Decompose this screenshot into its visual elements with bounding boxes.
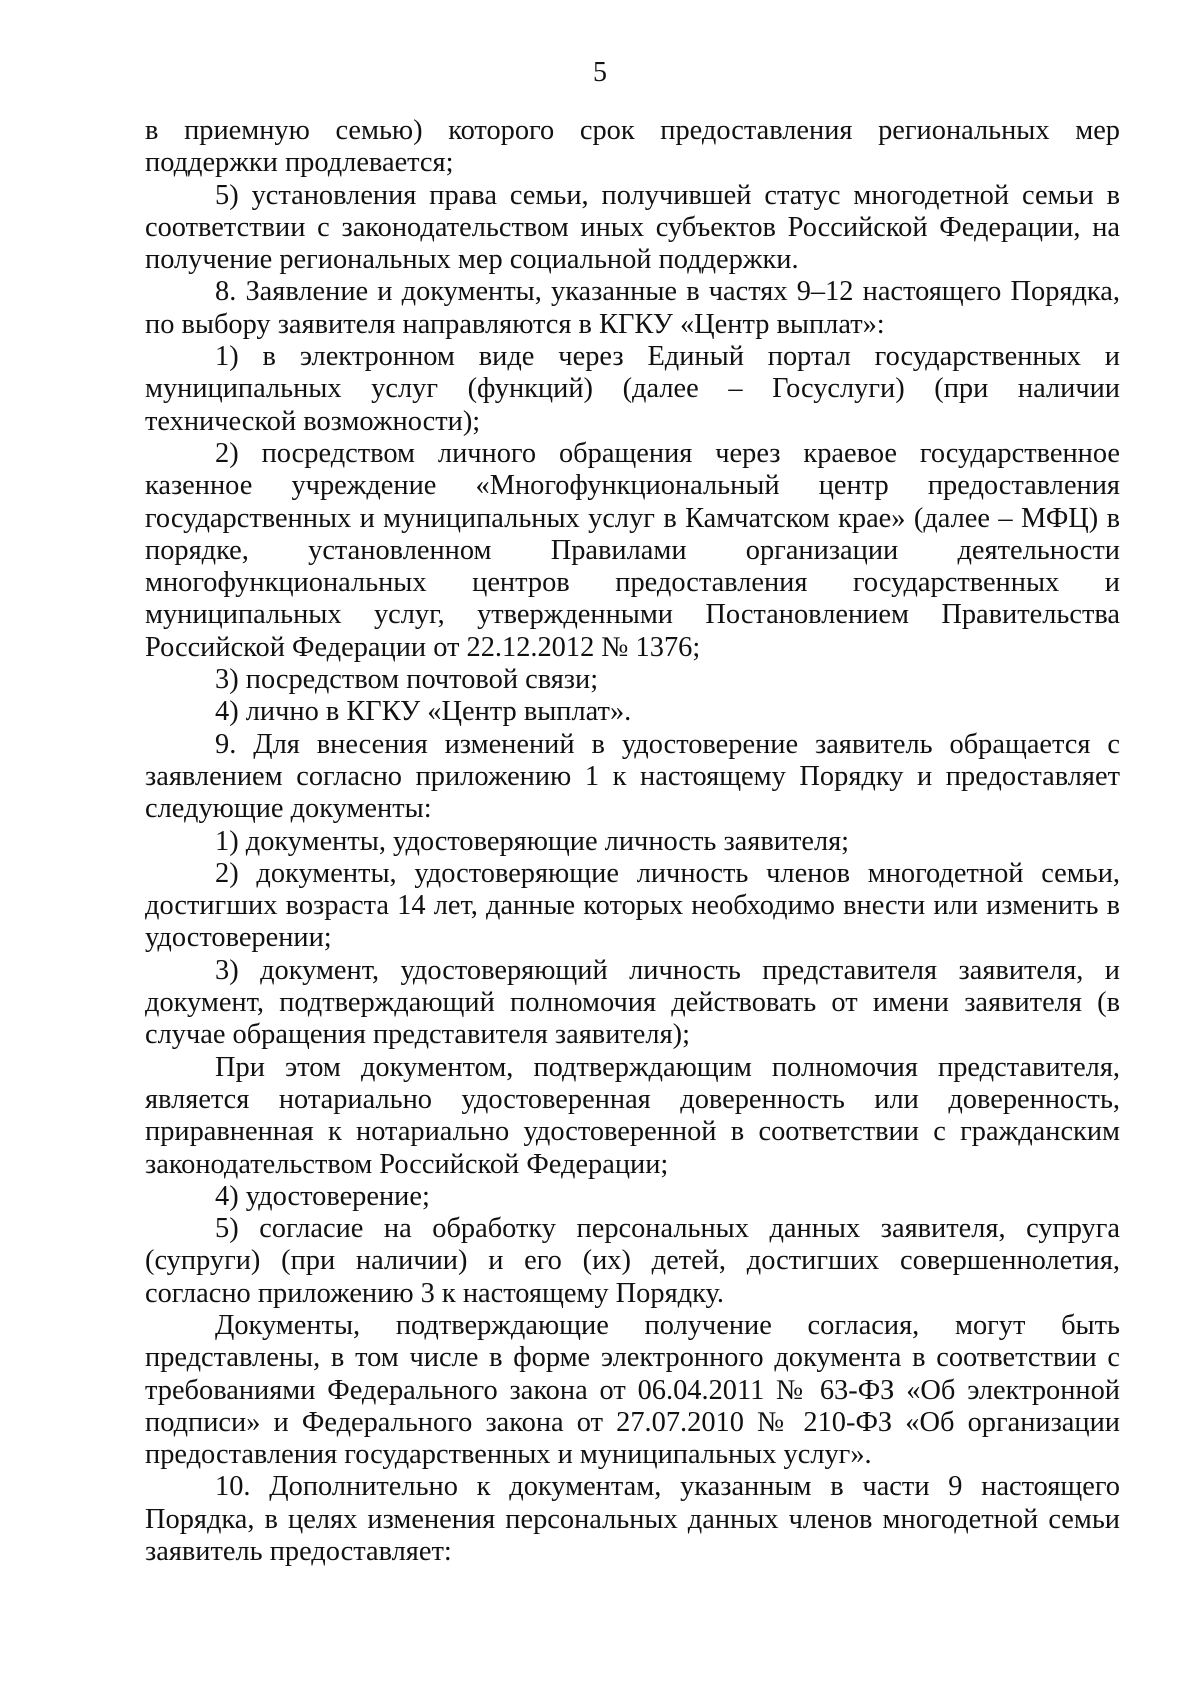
paragraph-section-8: 8. Заявление и документы, указанные в частях 9–12 настоящего Порядка, по выбору заявителя направляются в КГКУ «Центр выплат»: <box>145 276 1120 340</box>
paragraph-representative-note: При этом документом, подтверждающим полномочия представителя, является нотариально удостоверенная доверенность или доверенность, приравненная к нотариально удостоверенной в соответствии с гражданским законодательством Российской Федерации; <box>145 1051 1120 1180</box>
paragraph-doc-4: 4) удостоверение; <box>215 1180 430 1212</box>
paragraph-continuation: в приемную семью) которого срок предоставления региональных мер поддержки продлевается; <box>145 115 1120 179</box>
paragraph-doc-3: 3) документ, удостоверяющий личность представителя заявителя, и документ, подтверждающий полномочия действовать от имени заявителя (в случае обращения представителя заявителя); <box>145 954 1120 1051</box>
page-number: 5 <box>593 57 607 88</box>
paragraph-item-4-in-person: 4) лично в КГКУ «Центр выплат». <box>215 696 632 728</box>
document-body <box>145 115 1120 1568</box>
paragraph-consent-documents: Документы, подтверждающие получение согласия, могут быть представлены, в том числе в форме электронного документа в соответствии с требованиями Федерального закона от 06.04.2011 № 63-ФЗ «Об электронной подписи» и Федерального закона от 27.07.2010 № 210-ФЗ «Об организации предоставления государственных и муниципальных услуг». <box>145 1309 1120 1471</box>
paragraph-doc-1: 1) документы, удостоверяющие личность заявителя; <box>215 825 850 857</box>
paragraph-section-9: 9. Для внесения изменений в удостоверение заявитель обращается с заявлением согласно приложению 1 к настоящему Порядку и предоставляет следующие документы: <box>145 728 1120 825</box>
paragraph-item-3-post: 3) посредством почтовой связи; <box>215 664 599 696</box>
paragraph-item-1-electronic: 1) в электронном виде через Единый портал государственных и муниципальных услуг (функций) (далее – Госуслуги) (при наличии технической возможности); <box>145 341 1120 437</box>
paragraph-doc-5: 5) согласие на обработку персональных данных заявителя, супруга (супруги) (при наличии) и его (их) детей, достигших совершеннолетия, согласно приложению 3 к настоящему Порядку. <box>145 1213 1120 1309</box>
paragraph-section-10: 10. Дополнительно к документам, указанным в части 9 настоящего Порядка, в целях изменения персональных данных членов многодетной семьи заявитель предоставляет: <box>145 1471 1120 1568</box>
paragraph-item-5: 5) установления права семьи, получившей статус многодетной семьи в соответствии с законодательством иных субъектов Российской Федерации, на получение региональных мер социальной поддержки. <box>145 179 1120 276</box>
paragraph-doc-2: 2) документы, удостоверяющие личность членов многодетной семьи, достигших возраста 14 лет, данные которых необходимо внести или изменить в удостоверении; <box>145 857 1120 954</box>
paragraph-item-2-mfc: 2) посредством личного обращения через краевое государственное казенное учреждение «Многофункциональный центр предоставления государственных и муниципальных услуг в Камчатском крае» (далее – МФЦ) в порядке, установленном Правилами организации деятельности многофункциональных центров предоставления государственных и муниципальных услуг, утвержденными Постановлением Правительства Российской Федерации от 22.12.2012 № 1376; <box>145 437 1120 663</box>
